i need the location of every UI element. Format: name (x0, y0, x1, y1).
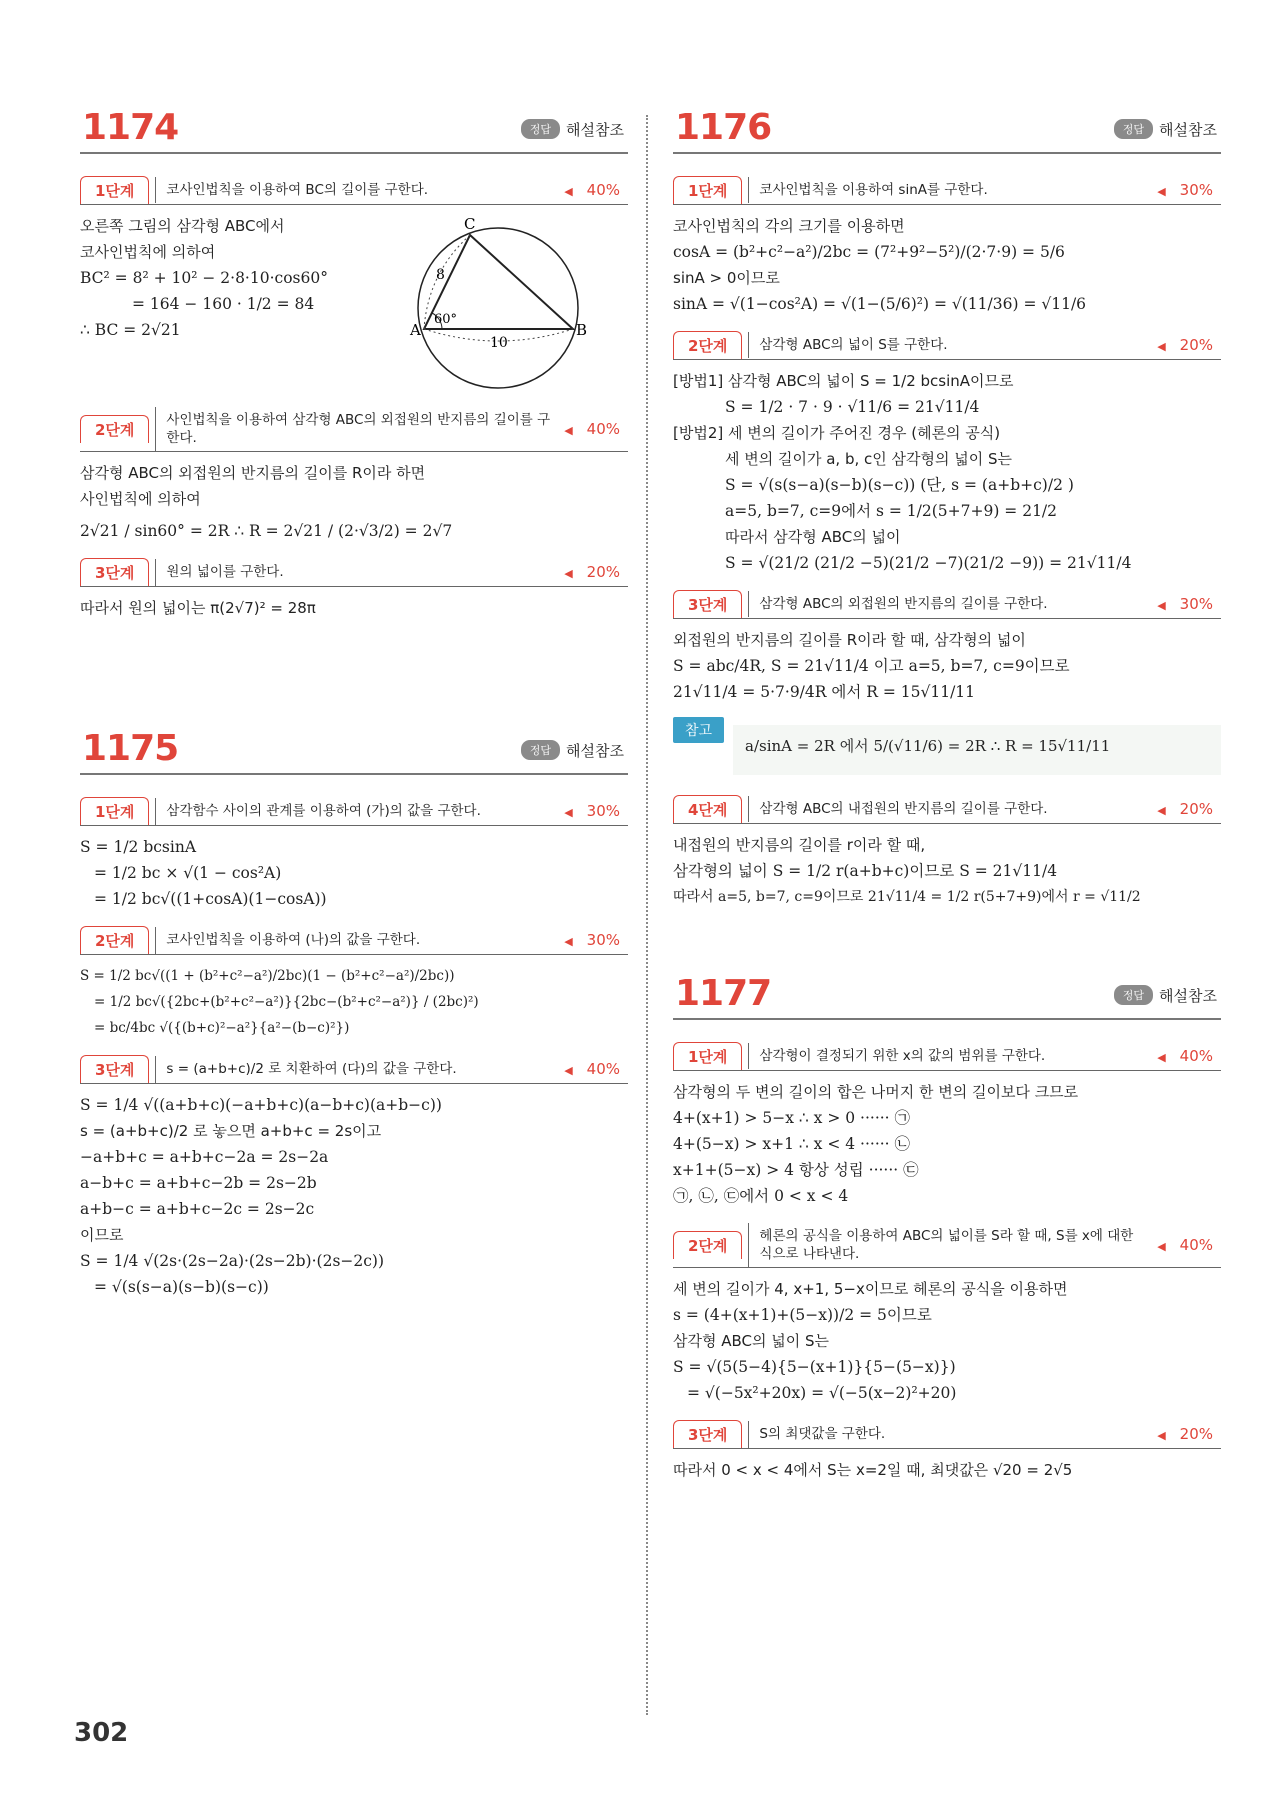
solution-line: = 1/2 bc × √(1 − cos²A) (94, 864, 282, 883)
solution-line: sinA = √(1−cos²A) = √(1−(5/6)²) = √(11/36) = √11/6 (673, 295, 1087, 313)
step-score (564, 420, 628, 438)
solution-line: 오른쪽 그림의 삼각형 ABC에서 (80, 217, 285, 235)
step-2 (80, 926, 628, 955)
step-description: 코사인법칙을 이용하여 sinA를 구한다. (748, 177, 1157, 203)
solution-block (673, 213, 1221, 317)
step-label: 3단계 (80, 558, 149, 586)
solution-line: 2√21 / sin60° = 2R ∴ R = 2√21 / (2·√3/2) = 2√7 (80, 522, 453, 541)
solution-block (673, 1457, 1221, 1483)
step-score (1157, 595, 1221, 613)
solution-line: = 1/2 bc√((1+cosA)(1−cosA)) (94, 890, 327, 909)
step-description: 삼각형 ABC의 외접원의 반지름의 길이를 구한다. (748, 591, 1157, 617)
solution-line: 4+(x+1) > 5−x ∴ x > 0 ······ ㉠ (673, 1109, 911, 1127)
triangle-circle-figure (398, 213, 598, 393)
solution-line: 따라서 원의 넓이는 π(2√7)² = 28π (80, 599, 316, 618)
label-60: 60° (434, 312, 458, 327)
solution-line: 내접원의 반지름의 길이를 r이라 할 때, (673, 836, 926, 854)
solution-line: S = √(s(s−a)(s−b)(s−c)) (단, s = (a+b+c)/2 ) (725, 476, 1074, 494)
solution-line: BC² = 8² + 10² − 2·8·10·cos60° (80, 269, 328, 287)
step-percent: 40% (1179, 1047, 1213, 1065)
solution-line: 삼각형 ABC의 넓이 S는 (673, 1332, 830, 1351)
solution-line: a=5, b=7, c=9에서 s = 1/2(5+7+9) = 21/2 (725, 502, 1058, 520)
step-score (564, 802, 628, 820)
step-3 (80, 558, 628, 587)
step-score (564, 1060, 628, 1078)
answer-text: 해설참조 (1159, 121, 1217, 139)
solution-line: 삼각형의 넓이 S = 1/2 r(a+b+c)이므로 S = 21√11/4 (673, 862, 1058, 880)
step-percent: 20% (1179, 336, 1213, 354)
step-label: 1단계 (673, 176, 742, 204)
answer-pill: 정답 (1114, 119, 1153, 139)
solution-line: S = 1/4 √(2s·(2s−2a)·(2s−2b)·(2s−2c)) (80, 1252, 385, 1271)
step-2 (673, 331, 1221, 360)
label-10: 10 (490, 335, 508, 351)
solution-line: = √(−5x²+20x) = √(−5(x−2)²+20) (687, 1384, 957, 1403)
solution-line: 코사인법칙의 각의 크기를 이용하면 (673, 217, 905, 235)
solution-line: 삼각형 ABC의 외접원의 반지름의 길이를 R이라 하면 (80, 464, 426, 483)
solution-line: 4+(5−x) > x+1 ∴ x < 4 ······ ㉡ (673, 1135, 911, 1153)
step-label: 4단계 (673, 795, 742, 823)
solution-line: 세 변의 길이가 a, b, c인 삼각형의 넓이 S는 (725, 450, 1013, 468)
solution-line: cosA = (b²+c²−a²)/2bc = (7²+9²−5²)/(2·7·9) = 5/6 (673, 243, 1065, 261)
solution-line: = √(s(s−a)(s−b)(s−c)) (94, 1278, 269, 1297)
triangle-left-icon: ◀ (564, 935, 573, 949)
step-percent: 20% (586, 563, 620, 582)
solution-block (80, 213, 628, 393)
step-label: 2단계 (80, 926, 149, 954)
step-percent: 20% (1179, 800, 1213, 818)
step-4 (673, 795, 1221, 824)
triangle-left-icon: ◀ (564, 806, 573, 820)
solution-line: 코사인법칙에 의하여 (80, 243, 216, 261)
solution-line: 21√11/4 = 5·7·9/4R 에서 R = 15√11/11 (673, 683, 976, 701)
answer-pill: 정답 (521, 119, 560, 139)
step-description: 삼각형 ABC의 넓이 S를 구한다. (748, 332, 1157, 358)
step-1 (673, 176, 1221, 205)
step-label: 3단계 (80, 1055, 149, 1083)
answer-text: 해설참조 (566, 121, 624, 139)
reference-tag: 참고 (673, 717, 724, 743)
solution-line: −a+b+c = a+b+c−2a = 2s−2a (80, 1148, 329, 1167)
solution-block (673, 1079, 1221, 1209)
solution-line: S = √(21/2 (21/2 −5)(21/2 −7)(21/2 −9)) = 21√11/4 (725, 554, 1132, 572)
solution-line: 사인법칙에 의하여 (80, 490, 201, 509)
solution-line: 따라서 삼각형 ABC의 넓이 (725, 528, 901, 546)
solution-line: x+1+(5−x) > 4 항상 성립 ······ ㉢ (673, 1161, 919, 1179)
step-description: 코사인법칙을 이용하여 BC의 길이를 구한다. (155, 177, 564, 203)
label-8: 8 (436, 267, 445, 283)
solution-line: = bc/4bc √({(b+c)²−a²}{a²−(b−c)²}) (94, 1020, 350, 1037)
answer-reference (1114, 119, 1217, 140)
step-label: 1단계 (673, 1042, 742, 1070)
solution-line: = 1/2 bc√({2bc+(b²+c²−a²)}{2bc−(b²+c²−a²)} / (2bc)²) (94, 994, 479, 1011)
answer-text: 해설참조 (1159, 987, 1217, 1005)
triangle-left-icon: ◀ (1157, 1429, 1166, 1443)
solution-block (80, 595, 628, 621)
solution-block (80, 460, 628, 544)
solution-line: S = 1/2 bc√((1 + (b²+c²−a²)/2bc)(1 − (b²+c²−a²)/2bc)) (80, 968, 455, 985)
step-score (564, 931, 628, 949)
label-c: C (464, 215, 476, 233)
solution-block (80, 963, 628, 1041)
step-1 (80, 176, 628, 205)
problem-1177-header (673, 966, 1221, 1020)
step-percent: 40% (586, 181, 620, 199)
reference-text: a/sinA = 2R 에서 5/(√11/6) = 2R ∴ R = 15√11/11 (733, 725, 1221, 775)
step-label: 1단계 (80, 176, 149, 204)
solution-line: s = (4+(x+1)+(5−x))/2 = 5이므로 (673, 1306, 932, 1325)
solution-line: a+b−c = a+b+c−2c = 2s−2c (80, 1200, 315, 1219)
step-percent: 20% (1179, 1425, 1213, 1444)
problem-1175-header (80, 721, 628, 775)
step-score (564, 181, 628, 199)
step-3 (80, 1055, 628, 1084)
triangle-left-icon: ◀ (1157, 185, 1166, 198)
solution-line: S = abc/4R, S = 21√11/4 이고 a=5, b=7, c=9이므로 (673, 657, 1070, 675)
triangle-left-icon: ◀ (564, 185, 573, 198)
answer-pill: 정답 (521, 740, 560, 760)
step-score (564, 563, 628, 581)
solution-line: S = 1/2 · 7 · 9 · √11/6 = 21√11/4 (725, 398, 980, 416)
solution-line: 외접원의 반지름의 길이를 R이라 할 때, 삼각형의 넓이 (673, 631, 1026, 649)
step-percent: 30% (586, 931, 620, 950)
solution-line: = 164 − 160 · 1/2 = 84 (132, 295, 315, 313)
step-2 (673, 1223, 1221, 1268)
solution-block (673, 832, 1221, 910)
step-description: s = (a+b+c)/2 로 치환하여 (다)의 값을 구한다. (155, 1056, 564, 1082)
problem-number: 1174 (82, 107, 179, 148)
solution-line: [방법1] 삼각형 ABC의 넓이 S = 1/2 bcsinA이므로 (673, 372, 1014, 390)
triangle-left-icon: ◀ (1157, 1240, 1166, 1254)
step-percent: 40% (1179, 1236, 1213, 1255)
step-description: 삼각함수 사이의 관계를 이용하여 (가)의 값을 구한다. (155, 798, 564, 824)
triangle-left-icon: ◀ (1157, 599, 1166, 612)
page-number: 302 (74, 1718, 129, 1748)
solution-line: 따라서 a=5, b=7, c=9이므로 21√11/4 = 1/2 r(5+7+9)에서 r = √11/2 (673, 889, 1141, 905)
triangle-left-icon: ◀ (564, 567, 573, 581)
step-3 (673, 590, 1221, 619)
solution-block (673, 368, 1221, 576)
step-1 (80, 797, 628, 826)
solution-line: 세 변의 길이가 4, x+1, 5−x이므로 헤론의 공식을 이용하면 (673, 1280, 1068, 1299)
problem-number: 1175 (82, 728, 179, 770)
solution-line: ㉠, ㉡, ㉢에서 0 < x < 4 (673, 1187, 849, 1205)
solution-block (80, 834, 628, 912)
solution-line: sinA > 0이므로 (673, 269, 780, 287)
step-score (1157, 181, 1221, 199)
solution-line: S = √(5(5−4){5−(x+1)}{5−(5−x)}) (673, 1358, 956, 1377)
step-description: 원의 넓이를 구한다. (155, 559, 564, 585)
solution-block (80, 1092, 628, 1300)
step-description: 코사인법칙을 이용하여 (나)의 값을 구한다. (155, 927, 564, 953)
step-label: 2단계 (673, 331, 742, 359)
column-divider (646, 115, 648, 1715)
step-1 (673, 1042, 1221, 1071)
answer-text: 해설참조 (566, 742, 624, 761)
solution-line: 이므로 (80, 1226, 124, 1245)
step-label: 3단계 (673, 1420, 742, 1448)
solution-block (673, 627, 1221, 705)
step-percent: 30% (1179, 181, 1213, 199)
triangle-left-icon: ◀ (564, 424, 573, 438)
solution-line: [방법2] 세 변의 길이가 주어진 경우 (헤론의 공식) (673, 424, 1001, 442)
solution-line: s = (a+b+c)/2 로 놓으면 a+b+c = 2s이고 (80, 1122, 382, 1141)
step-percent: 40% (586, 1060, 620, 1079)
left-column (80, 100, 628, 1300)
solution-line: a−b+c = a+b+c−2b = 2s−2b (80, 1174, 317, 1193)
step-score (1157, 1425, 1221, 1443)
answer-reference (1114, 985, 1217, 1006)
step-score (1157, 800, 1221, 818)
step-label: 2단계 (673, 1231, 742, 1259)
step-score (1157, 1236, 1221, 1254)
problem-number: 1177 (675, 973, 772, 1014)
step-description: 삼각형이 결정되기 위한 x의 값의 범위를 구한다. (748, 1043, 1157, 1069)
solution-block (673, 1276, 1221, 1406)
solution-line: ∴ BC = 2√21 (80, 321, 181, 339)
problem-1176-header (673, 100, 1221, 154)
step-description: 사인법칙을 이용하여 삼각형 ABC의 외접원의 반지름의 길이를 구한다. (155, 407, 564, 451)
answer-reference (521, 119, 624, 140)
problem-number: 1176 (675, 107, 772, 148)
circumcircle (418, 228, 578, 388)
problem-1174-header (80, 100, 628, 154)
triangle-left-icon: ◀ (564, 1064, 573, 1078)
step-percent: 40% (586, 420, 620, 439)
step-percent: 30% (586, 802, 620, 821)
right-column (673, 100, 1221, 1483)
label-a: A (410, 321, 421, 339)
step-score (1157, 1047, 1221, 1065)
step-3 (673, 1420, 1221, 1449)
label-b: B (576, 321, 588, 339)
solution-line: S = 1/4 √((a+b+c)(−a+b+c)(a−b+c)(a+b−c)) (80, 1096, 442, 1115)
solution-line: S = 1/2 bcsinA (80, 838, 197, 857)
triangle-left-icon: ◀ (1157, 340, 1166, 353)
triangle-left-icon: ◀ (1157, 804, 1166, 817)
answer-pill: 정답 (1114, 985, 1153, 1005)
step-label: 3단계 (673, 590, 742, 618)
reference-note (673, 717, 1221, 781)
step-description: 헤론의 공식을 이용하여 ABC의 넓이를 S라 할 때, S를 x에 대한 식으로 나타낸다. (748, 1223, 1157, 1267)
step-score (1157, 336, 1221, 354)
step-description: S의 최댓값을 구한다. (748, 1421, 1157, 1447)
step-description: 삼각형 ABC의 내접원의 반지름의 길이를 구한다. (748, 796, 1157, 822)
answer-reference (521, 740, 624, 761)
triangle-left-icon: ◀ (1157, 1051, 1166, 1064)
step-2 (80, 407, 628, 452)
step-label: 1단계 (80, 797, 149, 825)
step-label: 2단계 (80, 415, 149, 443)
solution-line: 따라서 0 < x < 4에서 S는 x=2일 때, 최댓값은 √20 = 2√5 (673, 1461, 1073, 1480)
step-percent: 30% (1179, 595, 1213, 613)
solution-line: 삼각형의 두 변의 길이의 합은 나머지 한 변의 길이보다 크므로 (673, 1083, 1079, 1101)
